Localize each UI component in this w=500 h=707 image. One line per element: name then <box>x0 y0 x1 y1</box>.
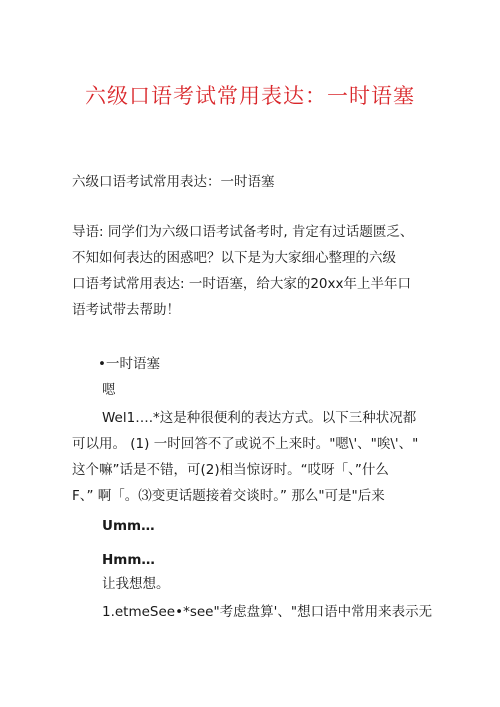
umm-expression: Umm… <box>102 518 155 534</box>
well-line: 这个嘛”话是不错，可(2)相当惊讶时。“哎呀「、”什么 <box>72 462 389 478</box>
item-um: 嗯 <box>102 382 116 398</box>
document-subtitle: 六级口语考试常用表达：一时语塞 <box>72 174 275 190</box>
well-line: F、” 啊「。⑶变更话题接着交谈时。” 那么"可是"后来 <box>72 488 385 504</box>
well-line: Wel1….*这是种很便利的表达方式。以下三种状况都 <box>102 410 417 426</box>
intro-line: 语考试带去帮助！ <box>72 302 180 318</box>
well-line: 可以用。 (1) 一时回答不了或说不上来时。"嗯\'、"唉\'、" <box>72 436 419 452</box>
let-me-see-line: 1.etmeSee•*see"考虑盘算'、"想口语中常用来表示无 <box>102 604 433 620</box>
let-me-think: 让我想想。 <box>102 576 170 592</box>
section-heading: •一时语塞 <box>98 356 160 372</box>
intro-line: 导语: 同学们为六级口语考试备考时, 肯定有过话题匮乏、 <box>72 224 414 240</box>
hmm-expression: Hmm… <box>102 552 155 568</box>
document-title: 六级口语考试常用表达：一时语塞 <box>85 84 415 108</box>
intro-line: 不知如何表达的困惑吧？以下是为大家细心整理的六级 <box>72 250 396 266</box>
intro-line: 口语考试常用表达: 一时语塞，给大家的20xx年上半年口 <box>72 276 411 292</box>
